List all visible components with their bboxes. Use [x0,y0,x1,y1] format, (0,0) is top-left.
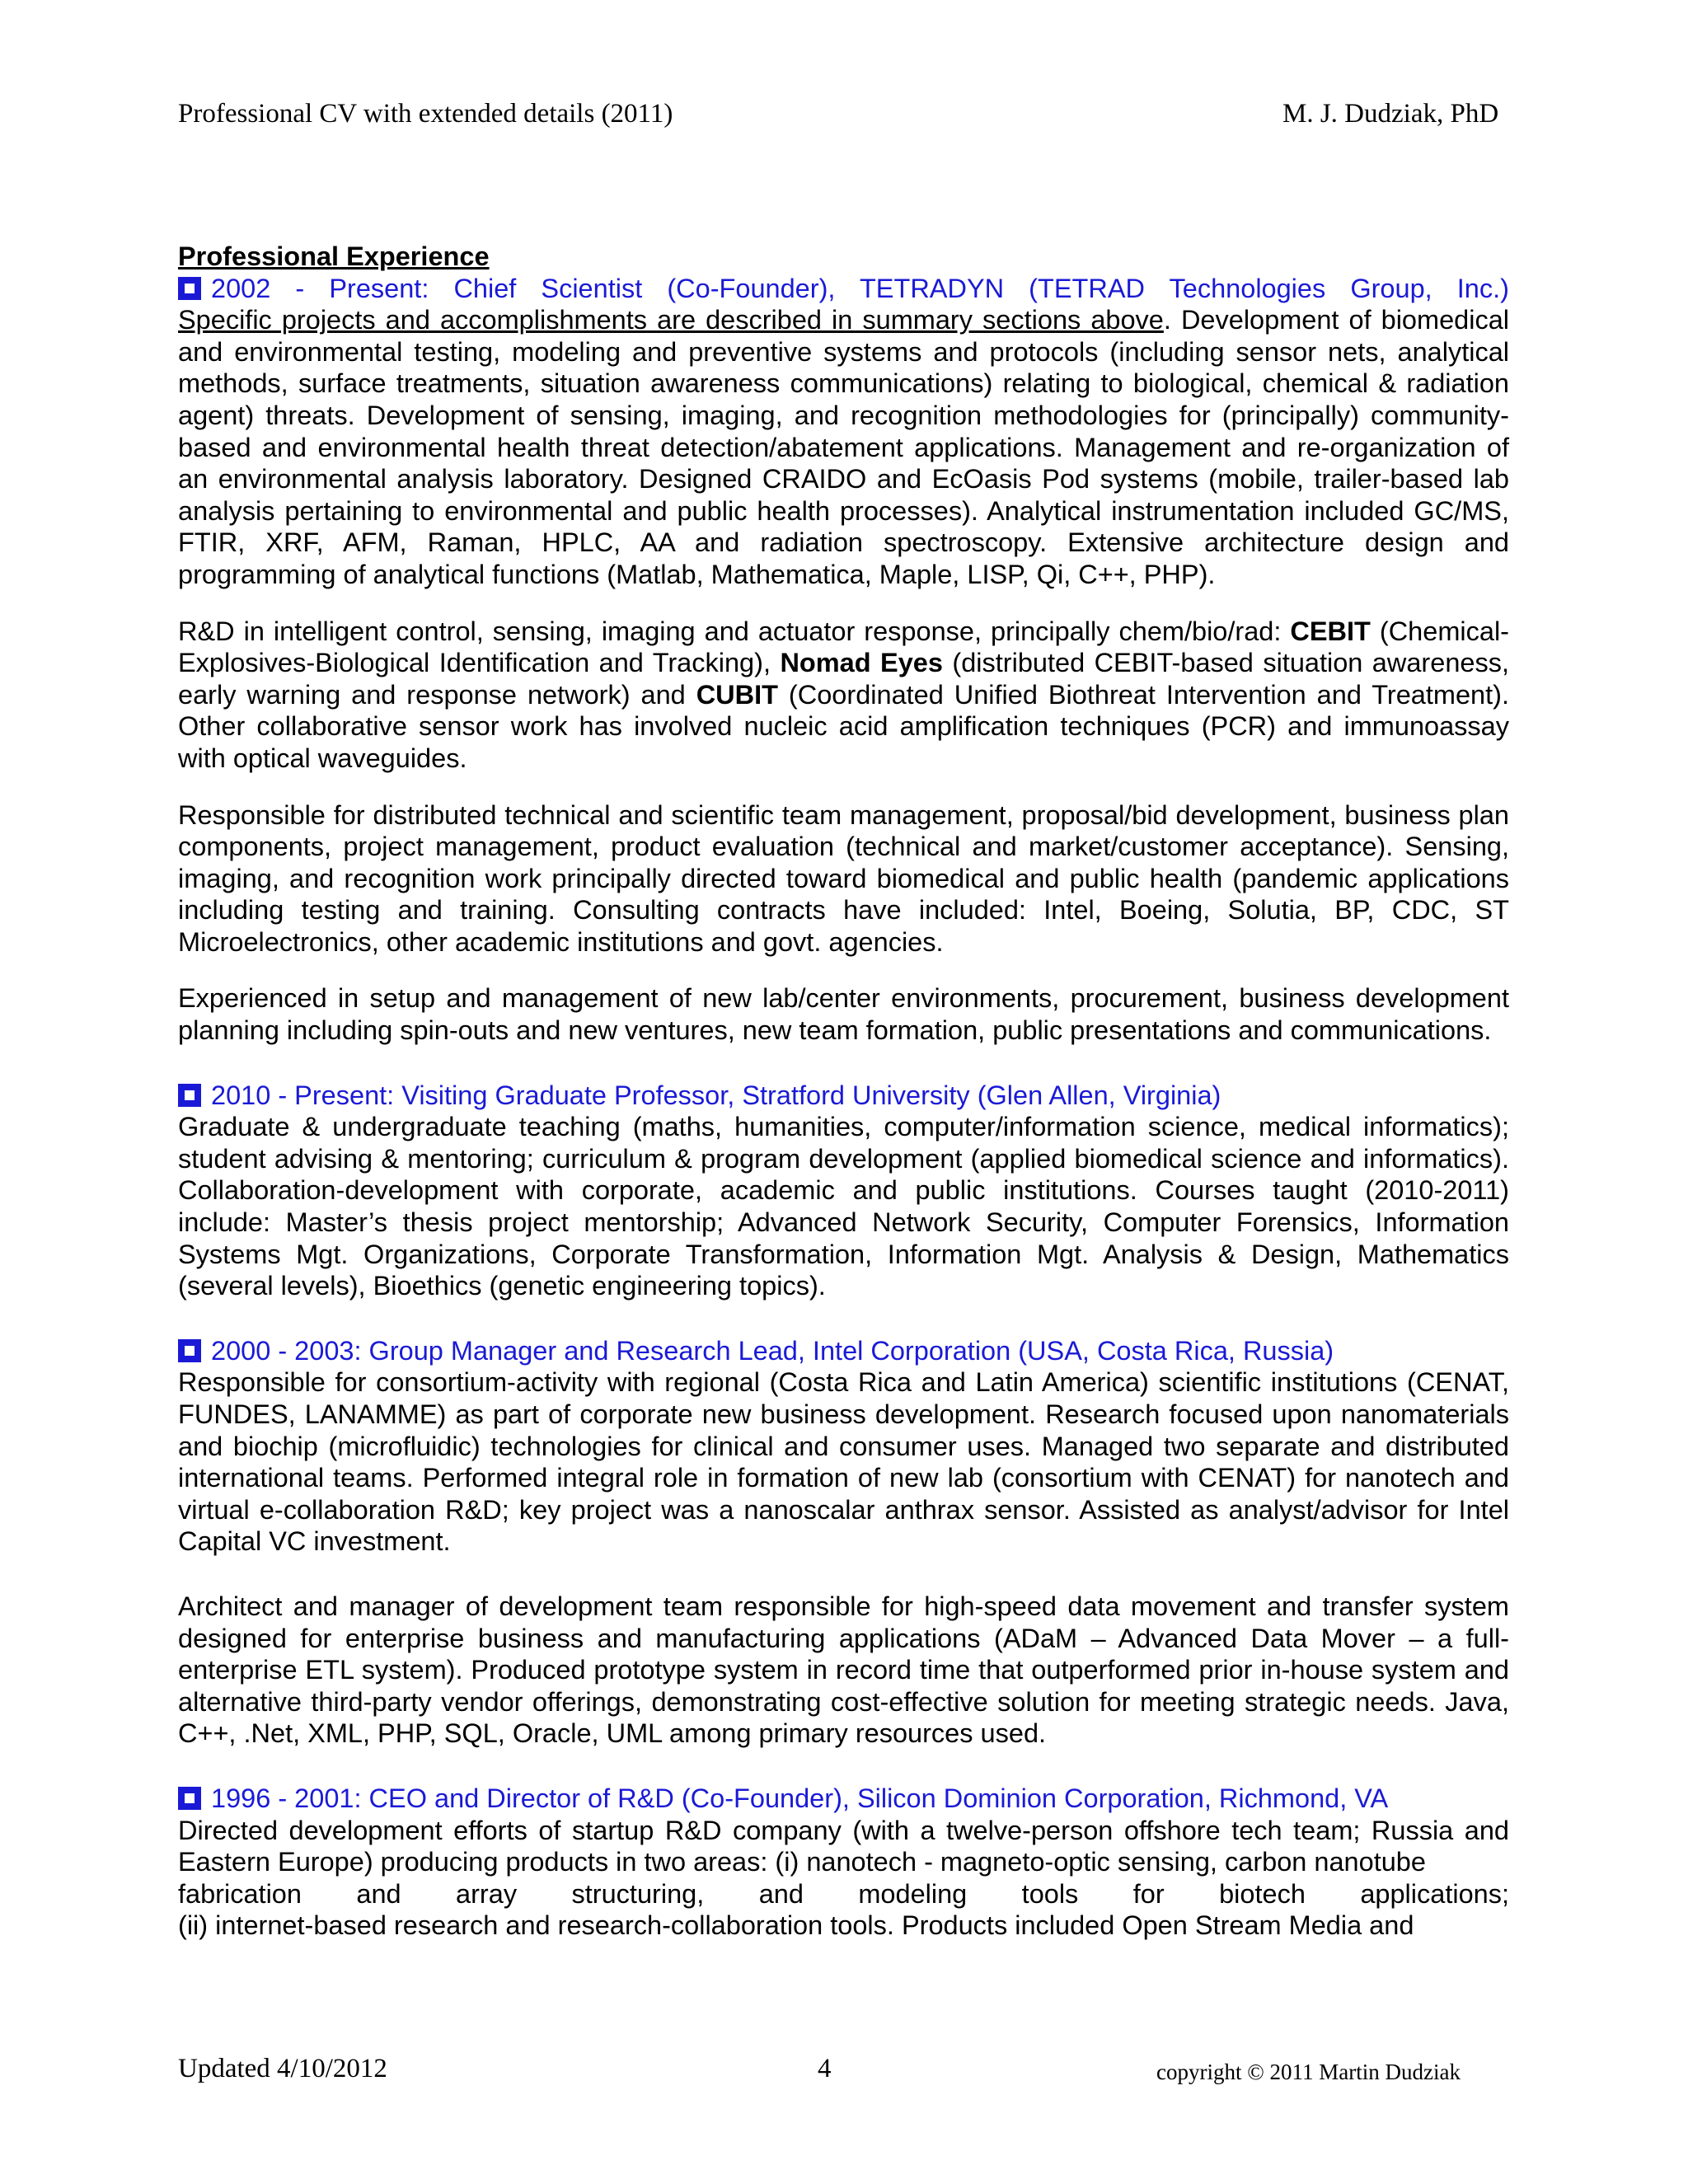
entry-paragraph: Architect and manager of development team responsible for high-speed data movement and transfer system designed for enterprise business and manufacturing applications (ADaM – Advanced Data Mover – a full-enterprise ETL system). Produced prototype system in record time that outperformed prior in-house system and alternative third-party vendor offerings, demonstrating cost-effective solution for meeting strategic needs. Java, C++, .Net, XML, PHP, SQL, Oracle, UML among primary resources used. [178,1591,1509,1749]
page-number: 4 [818,2054,832,2083]
entry-paragraph: Responsible for distributed technical and scientific team management, proposal/bid development, business plan components, project management, product evaluation (technical and market/customer acceptance). Sensing, imaging, and recognition work principally directed toward biomedical and public health (pandemic applications including testing and training. Consulting contracts have included: Intel, Boeing, Solutia, BP, CDC, ST Microelectronics, other academic institutions and govt. agencies. [178,799,1509,957]
entry-paragraph: Graduate & undergraduate teaching (maths, humanities, computer/information science, medical informatics); student advising & mentoring; curriculum & program development (applied biomedical science and informatics). Collaboration-development with corporate, academic and public institutions. Courses taught (2010-2011) include: Master’s thesis project mentorship; Advanced Network Security, Computer Forensics, Information Systems Mgt. Organizations, Corporate Transformation, Information Mgt. Analysis & Design, Mathematics (several levels), Bioethics (genetic engineering topics). [178,1112,1509,1301]
section-heading: Professional Experience [178,241,490,271]
entry-heading-intel: 2000 - 2003: Group Manager and Research Lead, Intel Corporation (USA, Costa Rica, Russia) [178,1335,1509,1367]
entry-paragraph: Experienced in setup and management of new lab/center environments, procurement, business development planning including spin-outs and new ventures, new team formation, public presentations and communications. [178,983,1509,1046]
entry-paragraph: Responsible for consortium-activity with regional (Costa Rica and Latin America) scientific institutions (CENAT, FUNDES, LANAMME) as part of corporate new business development. Research focused upon nanomaterials and biochip (microfluidic) technologies for clinical and consumer uses. Managed two separate and distributed international teams. Performed integral role in formation of new lab (consortium with CENAT) for nanotech and virtual e-collaboration R&D; key project was a nanoscalar anthrax sensor. Assisted as analyst/advisor for Intel Capital VC investment. [178,1367,1509,1557]
entry-paragraph: R&D in intelligent control, sensing, imaging and actuator response, principally chem/bio/rad: CEBIT (Chemical-Explosives-Biological Identification and Tracking), Nomad Eyes (distributed CEBIT-based situation awareness, early warning and response network) and CUBIT (Coordinated Unified Biothreat Intervention and Treatment). Other collaborative sensor work has involved nucleic acid amplification techniques (PCR) and immunoassay with optical waveguides. [178,616,1510,773]
footer-updated: Updated 4/10/2012 [178,2054,387,2083]
header-author: M. J. Dudziak, PhD [1282,99,1499,129]
header-title: Professional CV with extended details (2011) [178,99,673,129]
bullet-icon [178,1787,201,1810]
entry-heading-tetradyn: 2002 - Present: Chief Scientist (Co-Founder), TETRADYN (TETRAD Technologies Group, Inc.) [178,273,1509,305]
entry-paragraph-line: fabrication and array structuring, and modeling tools for biotech applications; [178,1878,1509,1909]
cv-content [178,241,1509,1942]
entry-heading-stratford: 2010 - Present: Visiting Graduate Professor, Stratford University (Glen Allen, Virginia) [178,1080,1509,1112]
entry-paragraph: Specific projects and accomplishments are described in summary sections above. Development of biomedical and environmental testing, modeling and preventive systems and protocols (including sensor nets, analytical methods, surface treatments, situation awareness communications) relating to biological, chemical & radiation agent) threats. Development of sensing, imaging, and recognition methodologies for (principally) community-based and environmental health threat detection/abatement applications. Management and re-organization of an environmental analysis laboratory. Designed CRAIDO and EcOasis Pod systems (mobile, trailer-based lab analysis pertaining to environmental and public health processes). Analytical instrumentation included GC/MS, FTIR, XRF, AFM, Raman, HPLC, AA and radiation spectroscopy. Extensive architecture design and programming of analytical functions (Matlab, Mathematica, Maple, LISP, Qi, C++, PHP). [178,305,1509,589]
entry-paragraph-line: (ii) internet-based research and research-collaboration tools. Products included Open Stream Media and [178,1910,1414,1941]
bullet-icon [178,277,201,300]
bullet-icon [178,1084,201,1107]
footer-copyright: copyright © 2011 Martin Dudziak [1156,2060,1461,2084]
entry-paragraph: Directed development efforts of startup R&D company (with a twelve-person offshore tech team; Russia and Eastern Europe) producing products in two areas: (i) nanotech - magneto-optic sensing, carbon nanotube [178,1815,1509,1877]
entry-heading-silicon-dominion: 1996 - 2001: CEO and Director of R&D (Co-Founder), Silicon Dominion Corporation, Richmond, VA [178,1783,1509,1815]
bullet-icon [178,1339,201,1362]
